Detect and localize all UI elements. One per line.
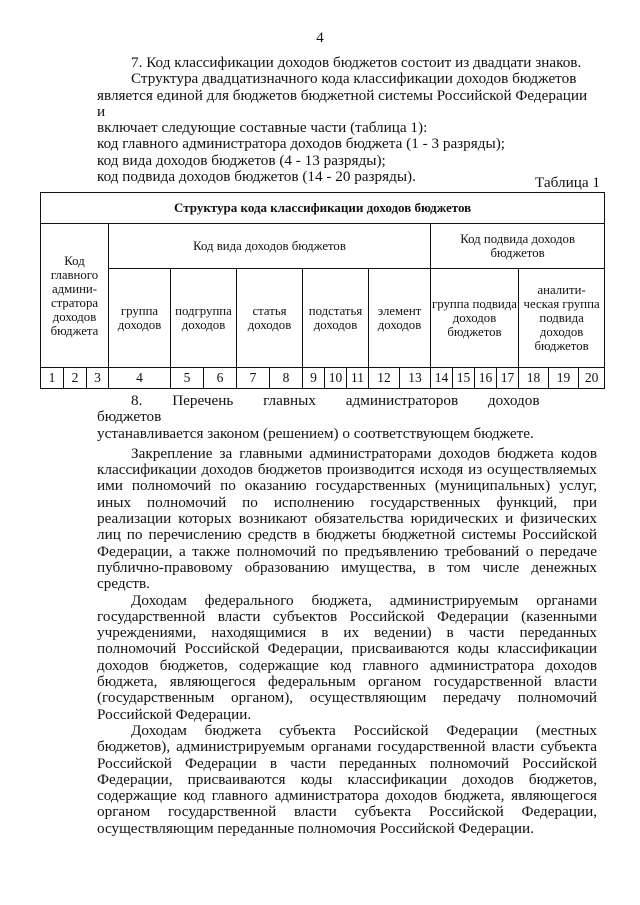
list-item: код вида доходов бюджетов (4 - 13 разряды); [97, 151, 386, 169]
table-title: Структура кода классификации доходов бюджетов [41, 193, 605, 224]
paragraph-regional-budget: Доходам бюджета субъекта Российской Федерации (местных бюджетов), администрируемым органами государственной власти субъекта Российской Федерации в части переданных полномочий Российской Федерации, присваиваются коды классификации доходов бюджетов, содержащие код главного администратора доходов бюджета, являющегося органом государственной власти субъекта Российской Федерации, осуществляющим переданные полномочия Российской Федерации. [97, 721, 597, 837]
kind-code-header: Код вида доходов бюджетов [109, 224, 431, 269]
paragraph-7-structure-l3: включает следующие составные части (таблица 1): [97, 119, 428, 137]
digit-cell: 10 [325, 368, 347, 389]
kind-col-element: элемент доходов [369, 269, 431, 368]
digit-cell: 11 [347, 368, 369, 389]
code-structure-table [40, 192, 605, 389]
kind-col-subgroup: подгруппа доходов [171, 269, 237, 368]
paragraph-assignment: Закрепление за главными администраторами доходов бюджета кодов классификации доходов бюджетов производится исходя из осуществляемых ими полномочий по оказанию государственных (муниципальных) услуг, иных полномочий по исполнению государственных функций, при реализации которых возникают обязательства юридических и физических лиц по перечислению средств в бюджеты бюджетной системы Российской Федерации, а также полномочий по предъявлению требований о передаче публично-правовому образованию имущества, в том числе денежных средств. [97, 444, 597, 593]
subkind-code-header: Код подвида доходов бюджетов [431, 224, 605, 269]
digit-cell: 15 [453, 368, 475, 389]
digit-cell: 1 [41, 368, 64, 389]
table-caption: Таблица 1 [535, 174, 600, 191]
digit-cell: 13 [400, 368, 431, 389]
digit-cell: 20 [579, 368, 605, 389]
intro-section [97, 55, 597, 185]
digit-cell: 8 [270, 368, 303, 389]
paragraph-8-l1: 8. Перечень главных администраторов доходов бюджетов [97, 392, 540, 426]
digit-cell: 18 [519, 368, 549, 389]
body-section [97, 393, 597, 837]
digit-cell: 19 [549, 368, 579, 389]
digit-cell: 17 [497, 368, 519, 389]
digit-cell: 3 [87, 368, 109, 389]
digit-row [41, 368, 605, 389]
digit-cell: 9 [303, 368, 325, 389]
digit-cell: 2 [64, 368, 87, 389]
list-item: код подвида доходов бюджетов (14 - 20 разряды). [97, 168, 416, 186]
kind-col-subarticle: подстатья доходов [303, 269, 369, 368]
list-item: код главного администратора доходов бюджета (1 - 3 разряды); [97, 135, 505, 153]
paragraph-7: 7. Код классификации доходов бюджетов состоит из двадцати знаков. [131, 54, 582, 71]
admin-code-header: Код главного админи-стратора доходов бюджета [41, 224, 109, 368]
digit-cell: 6 [204, 368, 237, 389]
kind-col-group: группа доходов [109, 269, 171, 368]
paragraph-7-structure-l1: Структура двадцатизначного кода классификации доходов бюджетов [131, 70, 577, 88]
digit-cell: 4 [109, 368, 171, 389]
paragraph-8-l2: устанавливается законом (решением) о соответствующем бюджете. [97, 424, 534, 442]
paragraph-federal-budget: Доходам федерального бюджета, администрируемым органами государственной власти субъектов Российской Федерации (казенными учреждениями, находящимися в их ведении) в части переданных полномочий Российской Федерации, присваиваются коды классификации доходов бюджетов, содержащие код главного администратора доходов бюджета, являющегося федеральным органом государственной власти (государственным органом), осуществляющим передачу полномочий Российской Федерации. [97, 591, 597, 723]
subkind-col-group: группа подвида доходов бюджетов [431, 269, 519, 368]
digit-cell: 16 [475, 368, 497, 389]
page-number: 4 [316, 30, 324, 46]
digit-cell: 7 [237, 368, 270, 389]
digit-cell: 5 [171, 368, 204, 389]
subkind-col-analytic: аналити-ческая группа подвида доходов бюджетов [519, 269, 605, 368]
digit-cell: 12 [369, 368, 400, 389]
kind-col-article: статья доходов [237, 269, 303, 368]
paragraph-7-structure-l2: является единой для бюджетов бюджетной системы Российской Федерации и [97, 86, 588, 120]
digit-cell: 14 [431, 368, 453, 389]
